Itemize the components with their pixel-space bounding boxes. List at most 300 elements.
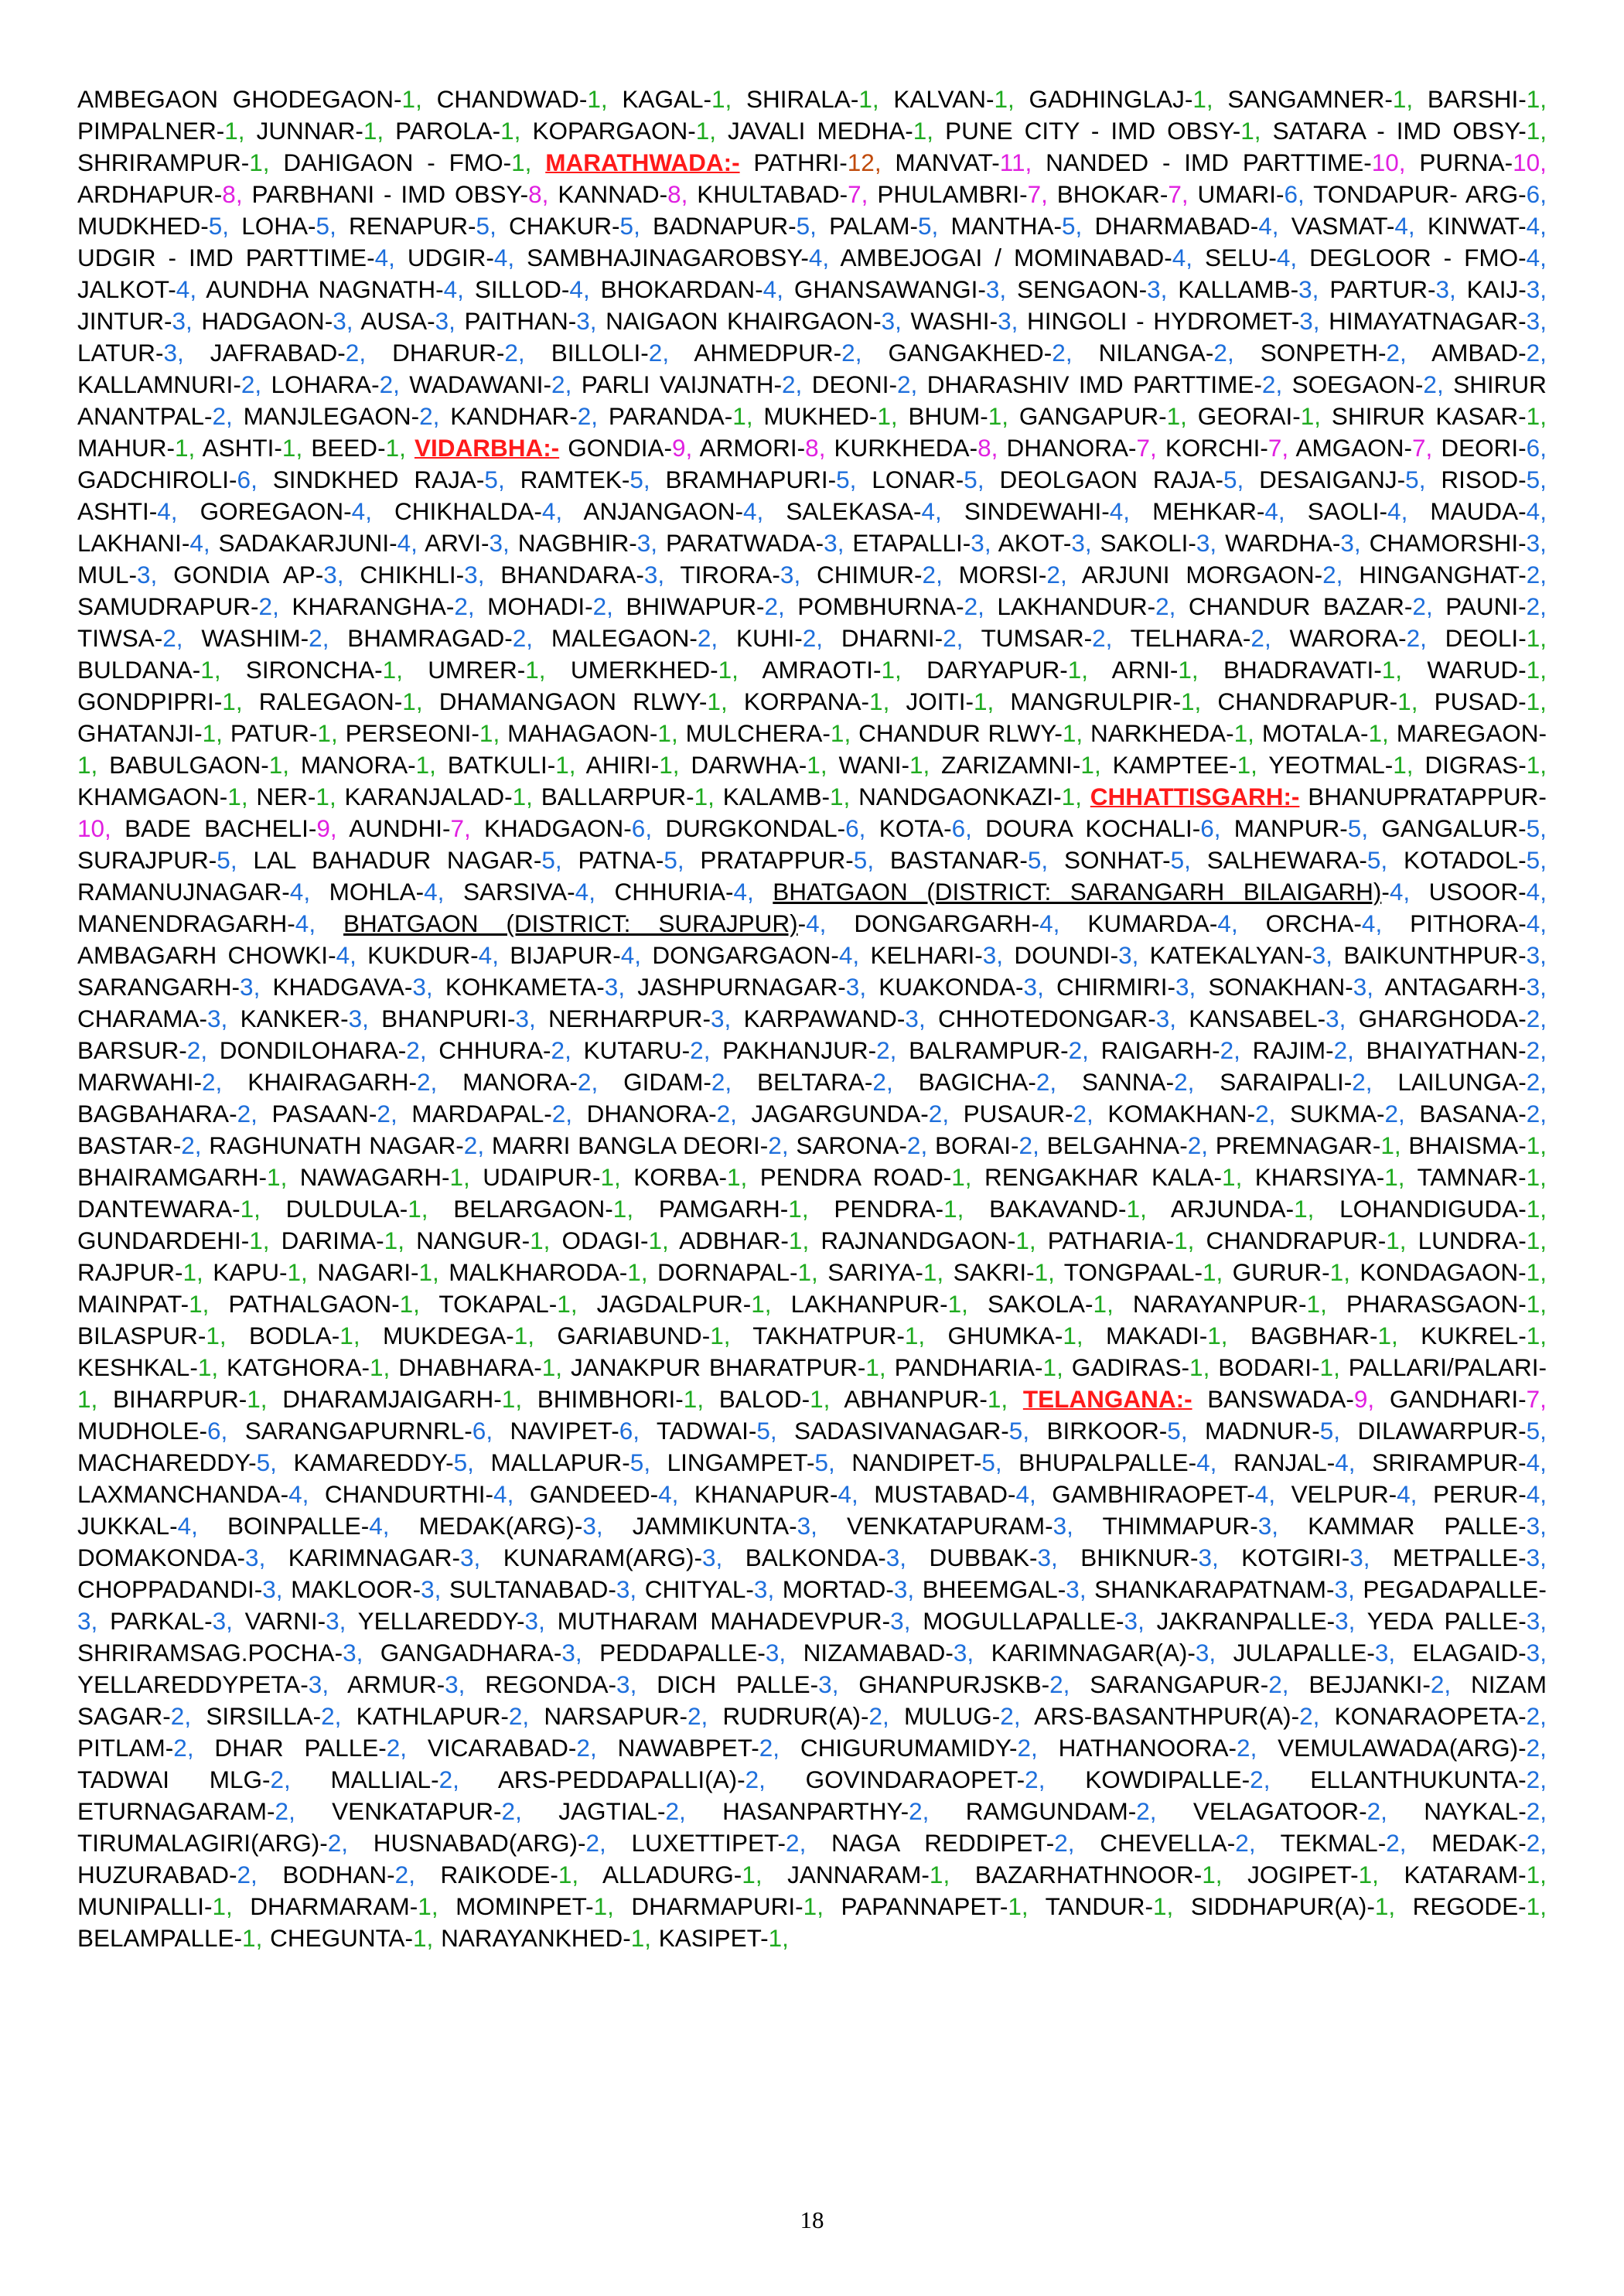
station-name: RAJIM: [1252, 1036, 1326, 1064]
rainfall-value: 1: [1153, 1892, 1167, 1920]
separator: -: [165, 1734, 174, 1762]
separator: -: [517, 656, 526, 684]
station-name: JAMMIKUNTA: [632, 1512, 790, 1540]
separator: -: [204, 1607, 213, 1635]
station-name: SOEGAON: [1291, 370, 1415, 398]
station-name: KUKREL: [1421, 1322, 1519, 1349]
station-entry: [796, 1131, 927, 1159]
separator: -: [404, 1924, 414, 1952]
station-entry: [463, 878, 595, 906]
station-name: LAL BAHADUR NAGAR: [253, 846, 534, 874]
station-entry: [77, 1861, 258, 1888]
separator: ,: [262, 1226, 270, 1254]
station-name: JOITI: [906, 687, 966, 715]
rainfall-value: 1: [1189, 1353, 1203, 1381]
separator: ,: [329, 212, 336, 240]
station-entry: [77, 592, 279, 620]
station-entry: [571, 656, 739, 684]
station-name: UMERKHED: [570, 656, 711, 684]
station-name: HUZURABAD: [77, 1861, 230, 1888]
separator: ,: [817, 1892, 824, 1920]
separator: ,: [184, 1702, 192, 1730]
station-entry: [1090, 1670, 1288, 1698]
separator: ,: [220, 1005, 228, 1032]
station-entry: [1087, 909, 1237, 937]
separator: -: [1007, 1226, 1016, 1254]
separator: -: [1518, 1861, 1527, 1888]
station-name: KHULTABAD: [697, 180, 840, 208]
rainfall-value: 1: [385, 434, 400, 462]
station-name: DAHIGAON - FMO: [283, 148, 503, 176]
rainfall-value: 2: [237, 1861, 251, 1888]
station-name: PITHORA: [1410, 909, 1519, 937]
station-entry: [300, 1163, 470, 1191]
separator: -: [745, 1575, 754, 1603]
separator: ,: [189, 275, 197, 303]
separator: -: [1397, 466, 1406, 493]
station-name: KESHKAL: [77, 1353, 190, 1381]
rainfall-value: 4: [575, 878, 589, 906]
separator: -: [1001, 1417, 1009, 1445]
station-entry: [700, 434, 826, 462]
separator: -: [1015, 973, 1024, 1001]
rainfall-value: 2: [1526, 1100, 1540, 1128]
separator: ,: [643, 1448, 651, 1476]
rainfall-value: 3: [1325, 1005, 1339, 1032]
separator: ,: [309, 909, 316, 937]
rainfall-value: 5: [1405, 466, 1419, 493]
separator: -: [839, 148, 848, 176]
rainfall-value: 1: [317, 719, 331, 747]
station-entry: [923, 1607, 1145, 1635]
station-entry: [394, 497, 562, 525]
station-name: ZARIZAMNI: [941, 751, 1073, 779]
separator: ,: [1382, 719, 1389, 747]
rainfall-value: 3: [1526, 307, 1540, 335]
separator: -: [389, 529, 397, 557]
station-name: ADBHAR: [679, 1226, 781, 1254]
station-entry: [1178, 275, 1319, 303]
separator: -: [1518, 561, 1527, 588]
separator: ,: [473, 1544, 481, 1571]
station-entry: [1408, 1131, 1547, 1159]
rainfall-value: 1: [830, 719, 844, 747]
station-name: BAGICHA: [918, 1068, 1029, 1096]
separator: -: [1363, 148, 1372, 176]
rainfall-value: 1: [1358, 1861, 1373, 1888]
separator: ,: [1348, 1575, 1355, 1603]
separator: -: [611, 1417, 619, 1445]
separator: -: [169, 1512, 178, 1540]
station-entry: [561, 1226, 668, 1254]
rainfall-value: 2: [928, 1100, 943, 1128]
station-name: SAOLI: [1307, 497, 1380, 525]
separator: -: [1518, 592, 1527, 620]
separator: ,: [1540, 1861, 1547, 1888]
rainfall-value: 2: [508, 1702, 523, 1730]
station-entry: [487, 592, 613, 620]
separator: -: [622, 1448, 630, 1476]
separator: -: [1229, 751, 1237, 779]
station-entry: [1157, 1607, 1356, 1635]
separator: ,: [1325, 941, 1333, 969]
rainfall-value: 1: [1300, 402, 1315, 430]
station-name: JAVALI MEDHA: [728, 117, 906, 145]
separator: ,: [1320, 1290, 1327, 1318]
rainfall-value: 2: [687, 1702, 701, 1730]
separator: -: [258, 1163, 268, 1191]
station-entry: [1429, 878, 1547, 906]
station-entry: [1227, 85, 1413, 113]
rainfall-value: 7: [848, 180, 861, 208]
rainfall-value: 2: [416, 1068, 431, 1096]
rainfall-value: 3: [1312, 941, 1326, 969]
separator: ,: [799, 1829, 807, 1857]
separator: ,: [339, 1607, 346, 1635]
station-entry: [77, 1258, 203, 1286]
separator: ,: [329, 814, 337, 842]
rainfall-value: 5: [217, 846, 230, 874]
station-entry: [330, 1765, 459, 1793]
station-entry: [746, 85, 879, 113]
separator: -: [755, 275, 763, 303]
rainfall-value: 5: [1170, 846, 1185, 874]
rainfall-value: 3: [643, 561, 658, 588]
separator: ,: [565, 1100, 573, 1128]
separator: ,: [889, 1036, 897, 1064]
separator: -: [1346, 1385, 1354, 1413]
separator: -: [900, 1797, 909, 1825]
separator: ,: [1107, 1290, 1114, 1318]
station-entry: [1250, 1322, 1398, 1349]
separator: ,: [907, 1575, 915, 1603]
separator: -: [1298, 1290, 1307, 1318]
station-name: MAINPAT: [77, 1290, 181, 1318]
station-name: SRIRAMPUR: [1372, 1448, 1519, 1476]
station-name: KORBA: [633, 1163, 719, 1191]
station-entry: [77, 624, 183, 652]
station-name: JALKOT: [77, 275, 169, 303]
separator: ,: [725, 1068, 732, 1096]
station-name: BIHARPUR: [112, 1385, 239, 1413]
separator: -: [1379, 497, 1388, 525]
station-name: MAKLOOR: [291, 1575, 413, 1603]
station-entry: [1404, 846, 1547, 874]
separator: -: [1031, 909, 1040, 937]
separator: ,: [1540, 1765, 1547, 1793]
rainfall-value: 3: [137, 561, 151, 588]
station-name: MAKADI: [1105, 1322, 1199, 1349]
station-entry: [1410, 909, 1547, 937]
rainfall-value: 3: [636, 529, 651, 557]
station-name: GHANPURJSKB: [858, 1670, 1042, 1698]
station-name: TONGPAAL: [1063, 1258, 1195, 1286]
separator: ,: [582, 275, 590, 303]
rainfall-value: 1: [881, 656, 896, 684]
station-entry: [557, 1322, 730, 1349]
separator: -: [1053, 783, 1062, 810]
separator: -: [1172, 687, 1181, 715]
station-entry: [1343, 941, 1547, 969]
separator: -: [578, 1829, 586, 1857]
station-name: MAREGAON: [1396, 719, 1539, 747]
separator: -: [1518, 1892, 1527, 1920]
rainfall-value: 1: [415, 751, 430, 779]
station-entry: [1193, 1797, 1387, 1825]
separator: ,: [1263, 1765, 1271, 1793]
separator: ,: [1375, 909, 1383, 937]
separator: ,: [614, 1163, 621, 1191]
station-entry: [1080, 1544, 1219, 1571]
separator: -: [1518, 656, 1527, 684]
rainfall-value: 3: [412, 973, 426, 1001]
rainfall-value: 2: [1235, 1829, 1249, 1857]
rainfall-value: 1: [268, 751, 283, 779]
station-entry: [786, 497, 941, 525]
rainfall-value: 1: [369, 1353, 384, 1381]
station-name: MUKHED: [763, 402, 869, 430]
separator: ,: [1082, 1036, 1089, 1064]
station-name: PEGADAPALLE: [1363, 1575, 1539, 1603]
station-entry: [744, 687, 890, 715]
station-name: KINWAT: [1427, 212, 1519, 240]
separator: ,: [645, 814, 653, 842]
station-name: BAGBAHARA: [77, 1100, 230, 1128]
station-name: PATHARIA: [1047, 1226, 1166, 1254]
separator: ,: [194, 1131, 202, 1159]
station-name: SONPETH: [1260, 339, 1379, 367]
rainfall-value: 5: [208, 212, 223, 240]
separator: -: [1138, 275, 1148, 303]
rainfall-value: 4: [658, 1480, 672, 1508]
station-entry: [77, 941, 357, 969]
separator: -: [1063, 529, 1072, 557]
separator: ,: [176, 624, 183, 652]
separator: ,: [477, 1131, 485, 1159]
separator: -: [724, 402, 733, 430]
rainfall-value: 1: [1202, 1258, 1216, 1286]
separator: -: [452, 1544, 461, 1571]
station-entry: [1131, 624, 1271, 652]
separator: ,: [251, 1100, 258, 1128]
station-entry: [665, 814, 865, 842]
station-entry: [257, 117, 384, 145]
station-name: VARNI: [244, 1607, 318, 1635]
rainfall-value: 4: [424, 878, 438, 906]
station-entry: [77, 1575, 283, 1603]
separator: -: [1007, 1480, 1016, 1508]
separator: -: [991, 1702, 1001, 1730]
station-name: SHIRUR ANANTPAL: [77, 370, 1547, 430]
station-entry: [1027, 307, 1320, 335]
rainfall-value: 4: [295, 909, 309, 937]
rainfall-value: 5: [1062, 212, 1076, 240]
station-entry: [210, 339, 366, 367]
separator: ,: [226, 402, 233, 430]
station-name: BEJJANKI: [1308, 1670, 1423, 1698]
station-name: ORCHA: [1265, 909, 1354, 937]
station-entry: [416, 1226, 550, 1254]
separator: ,: [819, 909, 827, 937]
separator: -: [655, 846, 664, 874]
separator: ,: [492, 941, 499, 969]
separator: ,: [1540, 1195, 1547, 1223]
rainfall-value: 1: [402, 687, 416, 715]
rainfall-value: 3: [753, 1575, 768, 1603]
station-name: MALKHARODA: [449, 1258, 619, 1286]
separator: -: [427, 307, 435, 335]
rainfall-value: 2: [697, 624, 711, 652]
station-name: BASTANAR: [889, 846, 1020, 874]
separator: -: [1254, 370, 1262, 398]
station-entry: [719, 1385, 831, 1413]
station-entry: [329, 878, 445, 906]
separator: ,: [725, 85, 732, 113]
rainfall-value: 3: [1053, 1512, 1067, 1540]
separator: -: [287, 909, 295, 937]
separator: ,: [837, 529, 844, 557]
separator: -: [798, 751, 807, 779]
station-entry: [872, 466, 984, 493]
station-name: BHAISMA: [1408, 1131, 1519, 1159]
separator: -: [710, 656, 718, 684]
separator: -: [725, 878, 734, 906]
separator: -: [1518, 909, 1527, 937]
station-name: DHABHARA: [398, 1353, 534, 1381]
separator: ,: [341, 1829, 349, 1857]
station-entry: [271, 1100, 397, 1128]
separator: ,: [1540, 275, 1547, 303]
separator: -: [1518, 1765, 1527, 1793]
station-entry: [1367, 1607, 1547, 1635]
rainfall-value: 1: [1526, 1163, 1540, 1191]
station-entry: [1381, 814, 1547, 842]
separator: ,: [759, 1765, 766, 1793]
separator: -: [148, 497, 158, 525]
rainfall-value: 5: [1526, 1417, 1540, 1445]
separator: -: [585, 592, 593, 620]
station-name: BODLA: [248, 1322, 332, 1349]
separator: -: [913, 497, 922, 525]
separator: ,: [662, 1226, 669, 1254]
rainfall-value: 1: [1222, 1163, 1236, 1191]
station-name: DURGKONDAL: [665, 814, 838, 842]
separator: ,: [430, 1068, 438, 1096]
separator: -: [192, 656, 201, 684]
separator: ,: [677, 846, 684, 874]
station-name: SINDKHED RAJA: [272, 466, 476, 493]
separator: ,: [703, 1036, 711, 1064]
station-name: JOGIPET: [1247, 1861, 1351, 1888]
separator: ,: [1298, 180, 1305, 208]
station-entry: [428, 656, 545, 684]
station-name: MUL: [77, 561, 129, 588]
separator: -: [128, 561, 138, 588]
separator: -: [1518, 1258, 1527, 1286]
rainfall-value: 3: [1526, 973, 1540, 1001]
station-entry: [803, 1639, 974, 1667]
separator: ,: [377, 117, 384, 145]
station-entry: [582, 370, 803, 398]
station-name: KUTARU: [583, 1036, 682, 1064]
rainfall-value: 4: [351, 497, 366, 525]
station-name: BHIWAPUR: [626, 592, 757, 620]
separator: ,: [984, 529, 991, 557]
rainfall-value: 3: [1198, 1544, 1212, 1571]
separator: ,: [1233, 1036, 1240, 1064]
separator: -: [1518, 1322, 1527, 1349]
station-entry: [173, 561, 343, 588]
separator: -: [1147, 592, 1156, 620]
separator: ,: [1540, 1131, 1547, 1159]
separator: -: [1518, 1829, 1527, 1857]
separator: ,: [555, 1353, 563, 1381]
station-entry: [657, 1670, 838, 1698]
station-name: BORAI: [935, 1131, 1012, 1159]
station-entry: [1100, 1829, 1255, 1857]
separator: -: [1162, 846, 1171, 874]
separator: -: [905, 117, 913, 145]
station-entry: [518, 529, 657, 557]
separator: ,: [334, 1702, 342, 1730]
station-entry: [1047, 1417, 1188, 1445]
station-name: SAKOLI: [1100, 529, 1189, 557]
station-name: MANTHA: [950, 212, 1054, 240]
rainfall-value: 4: [1172, 244, 1186, 271]
rainfall-value: 8: [222, 180, 236, 208]
station-entry: [462, 1068, 598, 1096]
station-name: DHANORA: [1006, 434, 1128, 462]
station-entry: [203, 434, 303, 462]
separator: -: [831, 941, 839, 969]
station-entry: [1107, 1100, 1275, 1128]
separator: ,: [365, 497, 372, 525]
separator: -: [1538, 719, 1547, 747]
station-entry: [1010, 687, 1201, 715]
station-name: ABHANPUR: [844, 1385, 980, 1413]
station-name: KATEKALYAN: [1149, 941, 1305, 969]
rainfall-value: 2: [270, 1765, 284, 1793]
separator: ,: [200, 1036, 208, 1064]
station-entry: [838, 751, 930, 779]
separator: ,: [1395, 656, 1403, 684]
rainfall-value: 3: [1124, 1607, 1138, 1635]
separator: -: [973, 1448, 982, 1476]
station-entry: [744, 1005, 926, 1032]
separator: ,: [90, 751, 98, 779]
station-entry: [1191, 1892, 1395, 1920]
station-name: KARPAWAND: [743, 1005, 897, 1032]
separator: ,: [390, 1100, 397, 1128]
separator: -: [833, 339, 842, 367]
station-name: RISOD: [1441, 466, 1519, 493]
station-entry: [395, 117, 520, 145]
station-entry: [109, 751, 289, 779]
station-entry: [510, 1417, 640, 1445]
station-entry: [77, 1639, 363, 1667]
station-name: MEDAK(ARG): [418, 1512, 575, 1540]
separator: ,: [644, 1924, 652, 1952]
station-entry: [343, 909, 826, 937]
separator: -: [553, 1639, 562, 1667]
rainfall-value: 1: [212, 1892, 226, 1920]
rainfall-value: 3: [435, 307, 449, 335]
separator: -: [780, 1226, 789, 1254]
station-entry: [228, 1290, 419, 1318]
rainfall-value: 2: [1526, 1005, 1540, 1032]
station-entry: [1247, 1861, 1379, 1888]
station-entry: [214, 1734, 407, 1762]
